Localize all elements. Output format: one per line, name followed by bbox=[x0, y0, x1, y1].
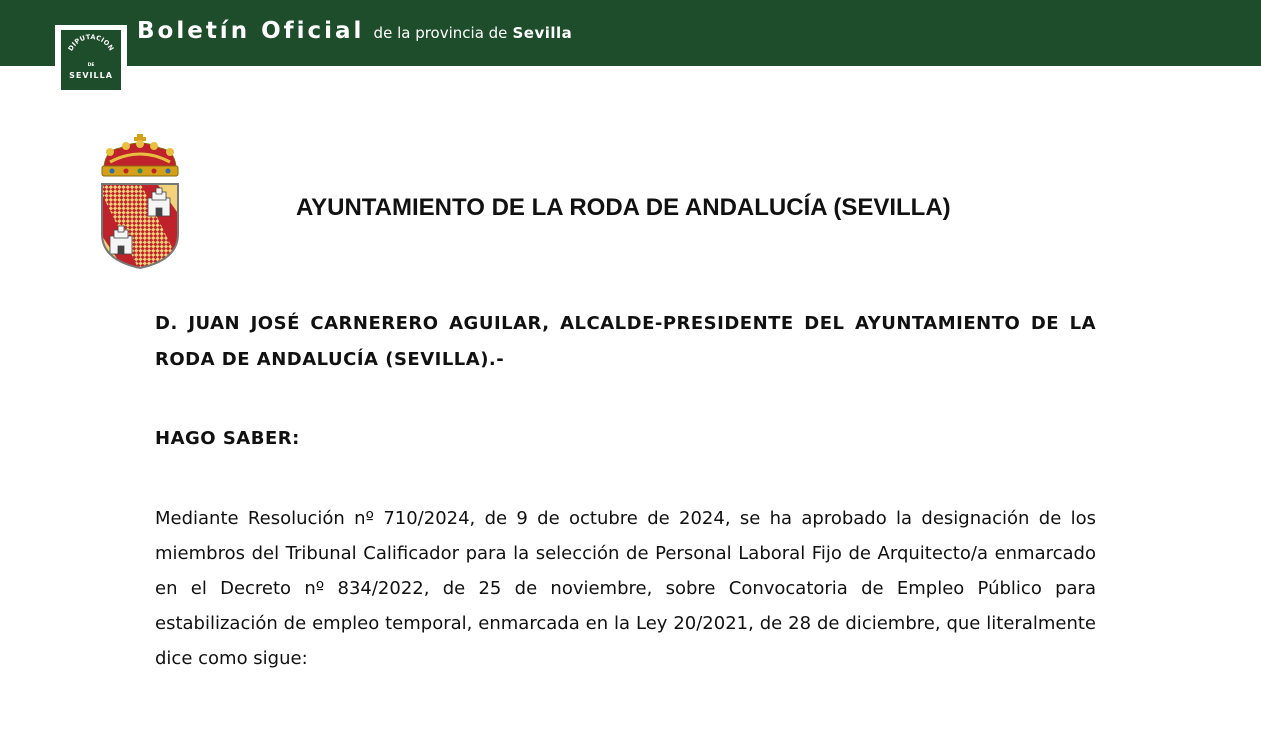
bop-title-mid: de la provincia de bbox=[373, 24, 508, 42]
resolution-paragraph: Mediante Resolución nº 710/2024, de 9 de octubre de 2024, se ha aprobado la designación de los miembros del Tribunal Calificador para la selección de Personal Laboral Fijo de Arquitecto/a enmarcado en el Decreto nº 834/2022, de 25 de noviembre, sobre Convocatoria de Empleo Público para estabilización de empleo temporal, enmarcada en la Ley 20/2021, de 28 de diciembre, que literalmente dice como sigue: bbox=[155, 508, 1096, 669]
svg-text:DIPUTACION bbox=[67, 33, 116, 53]
crown-icon bbox=[102, 134, 178, 176]
bop-title[interactable] bbox=[137, 20, 572, 43]
coat-of-arms-image bbox=[96, 132, 184, 270]
bop-header-bar bbox=[0, 0, 1261, 66]
official-statement: D. JUAN JOSÉ CARNERERO AGUILAR, ALCALDE-PRESIDENTE DEL AYUNTAMIENTO DE LA RODA DE ANDALUCÍA (SEVILLA).- bbox=[155, 313, 1096, 370]
shield-icon bbox=[96, 182, 184, 270]
logo-text-de: DE bbox=[87, 63, 95, 68]
diputacion-logo[interactable] bbox=[55, 25, 127, 95]
bop-title-main: Boletín Oficial bbox=[137, 18, 365, 44]
logo-text-diputacion: DIPUTACION bbox=[66, 32, 116, 53]
logo-text-sevilla: SEVILLA bbox=[69, 71, 113, 80]
hago-saber-heading: HAGO SABER: bbox=[155, 428, 300, 449]
bop-title-region: Sevilla bbox=[512, 24, 573, 42]
diputacion-logo-emblem bbox=[61, 30, 121, 90]
organization-title: AYUNTAMIENTO DE LA RODA DE ANDALUCÍA (SEVILLA) bbox=[296, 194, 951, 221]
